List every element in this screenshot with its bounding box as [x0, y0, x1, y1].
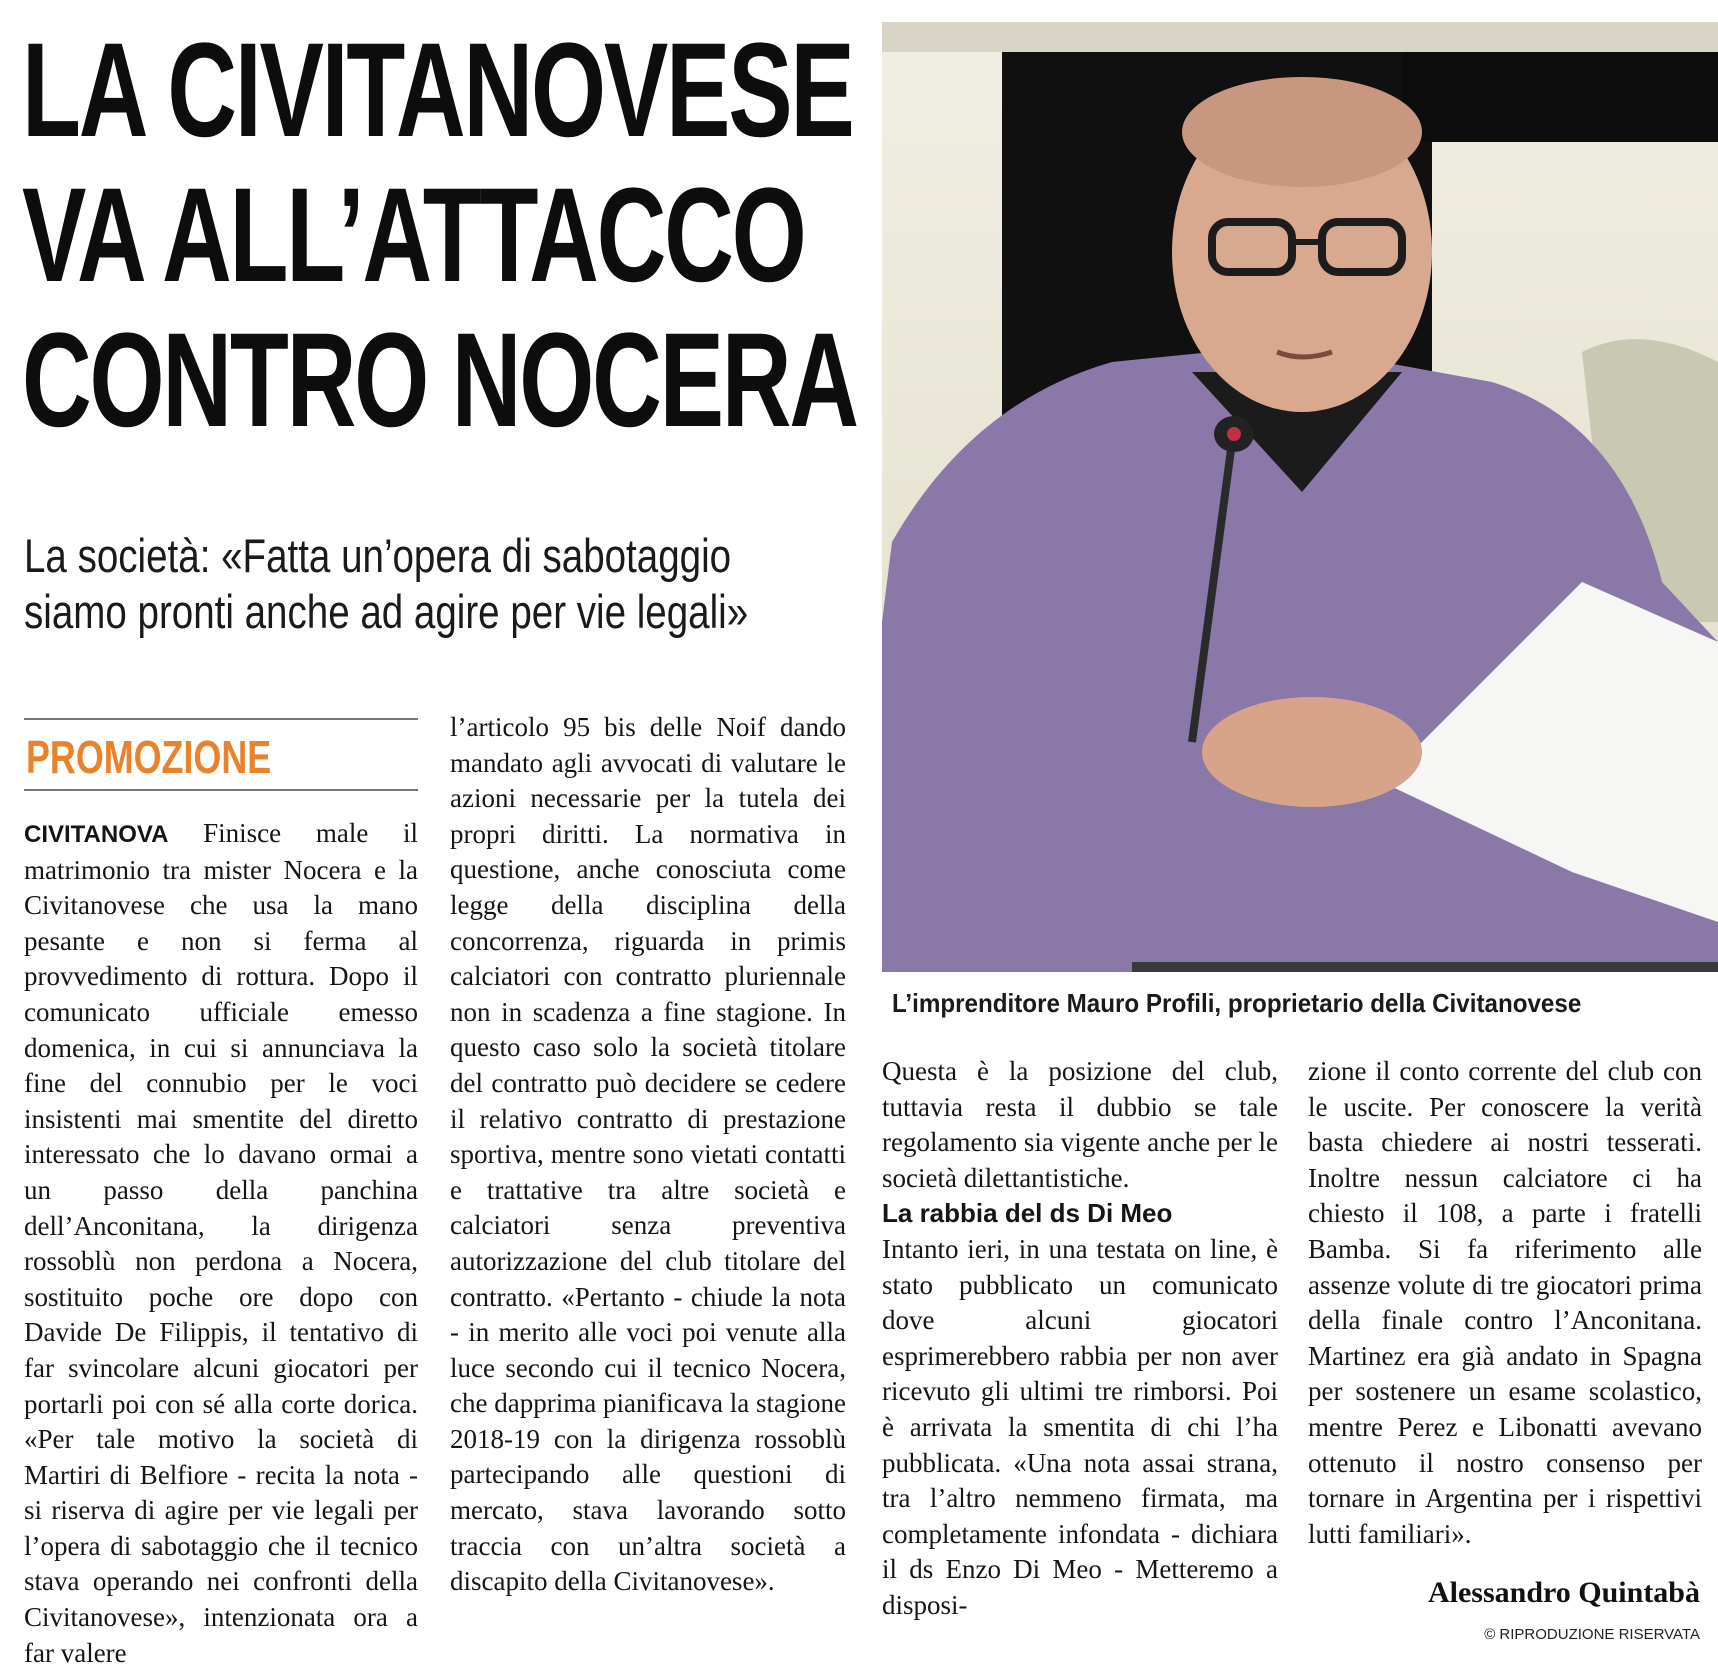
column-4-text: zione il conto corrente del club con le uscite. Per conoscere la verità basta chiedere ai nostri tesserati. Inoltre nessun calciatore ci ha chiesto il 108, a parte i fratelli Bamba. Si fa riferimento alle assenze volute di tre giocatori prima della finale contro l’Anconitana. Martinez era già andato in Spagna per sostenere un esame scolastico, mentre Perez e Libonatti avevano ottenuto il nostro consenso per tornare in Argentina per i rispettivi lutti familiari». [1308, 1056, 1702, 1549]
section-label: PROMOZIONE [26, 731, 272, 783]
article-headline [22, 16, 857, 455]
column-1-text: Finisce male il matrimonio tra mister Nocera e la Civitanovese che usa la mano pesante e non si ferma al provvedimento di rottura. Dopo il comunicato ufficiale emesso domenica, in cui si annunciava la fine del connubio per le voci insistenti mai smentite del diretto interessato che lo davano ormai a un passo della panchina dell’Anconitana, la dirigenza rossoblù non perdona a Nocera, sostituito poche ore dopo con Davide De Filippis, il tentativo di far svincolare alcuni giocatori per portarli poi con sé alla corte dorica. «Per tale motivo la società di Martiri di Belfiore - recita la nota - si riserva di agire per vie legali per l’opera di sabotaggio che il tecnico stava operando nei confronti della Civitanovese», intenzionata ora a far valere [24, 818, 418, 1668]
article-column-3 [882, 1054, 1278, 1624]
column-2-text: l’articolo 95 bis delle Noif dando mandato agli avvocati di valutare le azioni necessarie per la tutela dei propri diritti. La normativa in questione, anche conosciuta come legge della disciplina della concorrenza, riguarda in primis calciatori con contratto pluriennale non in scadenza a fine stagione. In questo caso solo la società titolare del contratto può decidere se cedere il relativo contratto di prestazione sportiva, mentre sono vietati contatti e trattative tra altre società e calciatori senza preventiva autorizzazione del club titolare del contratto. «Pertanto - chiude la nota - in merito alle voci poi venute alla luce secondo cui il tecnico Nocera, che dapprima pianificava la stagione 2018-19 con la dirigenza rossoblù partecipando alle questioni di mercato, stava lavorando sotto traccia con un’altra società a discapito della Civitanovese». [450, 712, 846, 1597]
portrait-illustration [882, 22, 1718, 972]
dateline: CIVITANOVA [24, 821, 169, 848]
inner-subheading: La rabbia del ds Di Meo [882, 1198, 1173, 1229]
subhead-line-2: siamo pronti anche ad agire per vie legali» [24, 585, 749, 638]
column-3-text: Questa è la posizione del club, tuttavia resta il dubbio se tale regolamento sia vigente anche per le società dilettantistiche. [882, 1056, 1278, 1193]
photo-caption: L’imprenditore Mauro Profili, proprietario della Civitanovese [892, 988, 1582, 1018]
subhead-line-1: La società: «Fatta un’opera di sabotaggio [24, 529, 732, 582]
article-column-2 [450, 710, 846, 1600]
article-column-4 [1308, 1054, 1702, 1552]
headline-line-2: VA ALL’ATTACCO [22, 161, 805, 310]
column-3-text-2: Intanto ieri, in una testata on line, è stato pubblicato un comunicato dove alcuni giocatori esprimerebbero rabbia per non aver ricevuto gli ultimi tre rimborsi. Poi è arrivata la smentita di chi l’ha pubblicata. «Una nota assai strana, tra l’altro nemmeno firmata, ma completamente infondata - dichiara il ds Enzo Di Meo - Metteremo a disposi- [882, 1233, 1278, 1620]
author-byline: Alessandro Quintabà [1427, 1576, 1700, 1609]
section-divider-top [24, 718, 418, 720]
article-column-1 [24, 816, 418, 1671]
column-1-paragraph [24, 816, 418, 1671]
copyright-notice: © RIPRODUZIONE RISERVATA [1484, 1626, 1700, 1643]
article-subheadline [24, 528, 749, 640]
headline-line-1: LA CIVITANOVESE [22, 16, 853, 165]
article-photo [882, 22, 1718, 972]
headline-line-3: CONTRO NOCERA [22, 306, 857, 455]
section-divider-bottom [24, 789, 418, 791]
